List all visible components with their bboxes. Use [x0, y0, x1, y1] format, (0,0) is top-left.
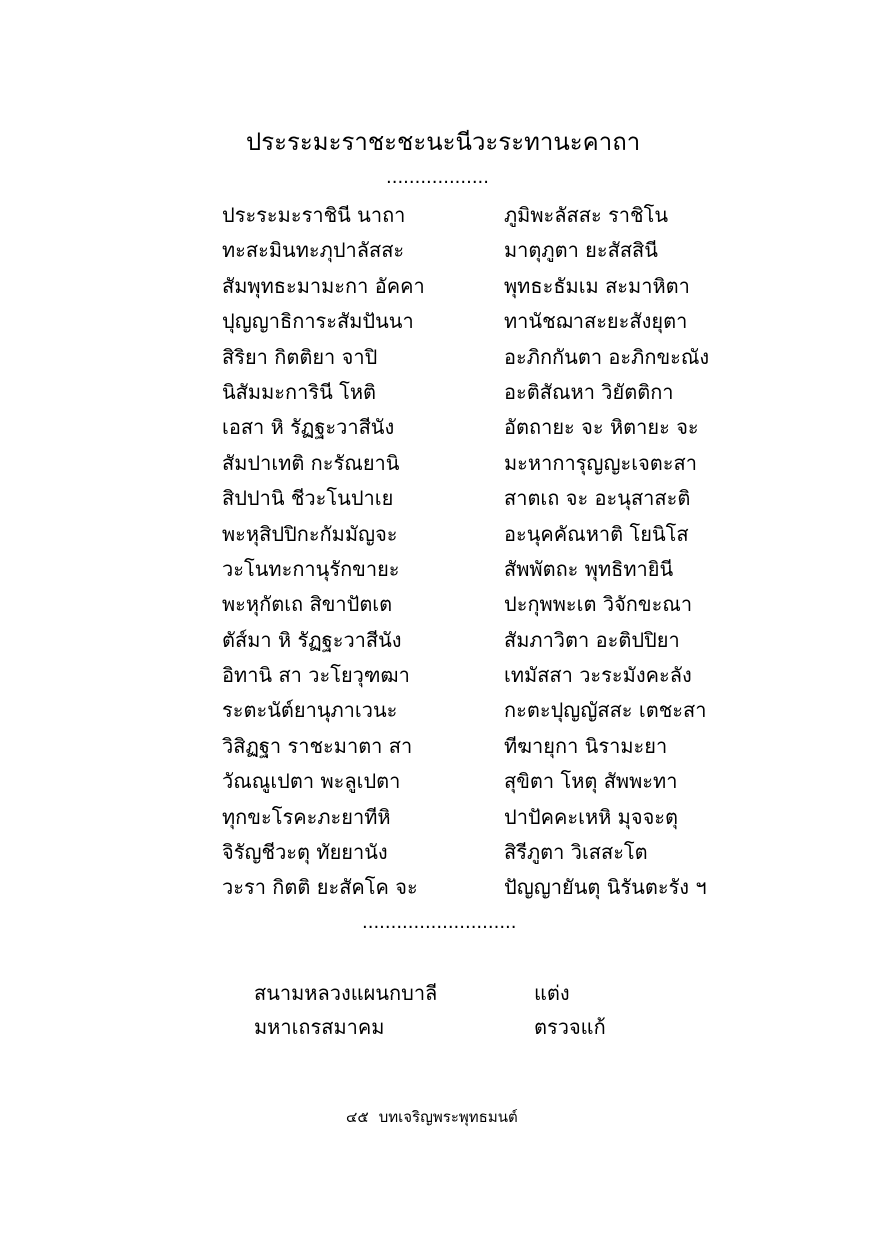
credits: [254, 976, 674, 1044]
verse-left: อิทานิ สา วะโยวุฑฒา: [222, 663, 410, 688]
verse-right: สิรีภูตา วิเสสะโต: [504, 840, 648, 865]
verse-right: อะภิกกันตา อะภิกขะณัง: [504, 344, 710, 369]
verse-right: มาตุภูตา ยะสัสสินี: [504, 238, 658, 263]
verse-right: ปัญญายันตุ นิรันตะรัง ฯ: [504, 875, 707, 900]
verse-row: [222, 446, 842, 481]
credit-author: สนามหลวงแผนกบาลี: [254, 981, 438, 1005]
verse-right: ปะกุพพะเต วิจักขะณา: [504, 592, 693, 617]
verse-right: พุทธะธัมเม สะมาหิตา: [504, 273, 690, 298]
verse-row: [222, 835, 842, 870]
verse-row: [222, 340, 842, 375]
verse-right: สุขิตา โหตุ สัพพะทา: [504, 769, 678, 794]
verse-right: กะตะปุญญัสสะ เตชะสา: [504, 698, 707, 723]
verse-row: [222, 587, 842, 622]
verse-left: วิสิฏฐา ราชะมาตา สา: [222, 733, 413, 758]
verse-left: จิรัญชีวะตุ ทัยยานัง: [222, 840, 388, 865]
verse-row: [222, 517, 842, 552]
credit-row: [254, 976, 674, 1010]
verse-row: [222, 233, 842, 268]
verse-right: อัตถายะ จะ หิตายะ จะ: [504, 415, 699, 440]
verse-row: [222, 764, 842, 799]
verse-left: วัณณูเปตา พะลูเปตา: [222, 769, 401, 794]
verse-left: วะโนทะกานุรักขายะ: [222, 556, 400, 581]
credit-role: ตรวจแก้: [534, 1015, 606, 1039]
verse-left: ปุญญาธิการะสัมปันนา: [222, 309, 414, 334]
verse-left: ทะสะมินทะภุปาลัสสะ: [222, 238, 405, 263]
verse-left: ตัส์มา หิ รัฏฐะวาสีนัง: [222, 627, 402, 652]
verse-left: พะหุสิปปิกะกัมมัญจะ: [222, 521, 398, 546]
verse-left: เอสา หิ รัฏฐะวาสีนัง: [222, 415, 395, 440]
verse-right: เทมัสสา วะระมังคะลัง: [504, 663, 692, 688]
book-title: บทเจริญพระพุทธมนต์: [378, 1108, 518, 1126]
verse-right: สาตเถ จะ อะนุสาสะติ: [504, 486, 691, 511]
verse-right: สัพพัตถะ พุทธิทายินี: [504, 556, 674, 581]
verse-left: นิสัมมะการินี โหติ: [222, 379, 377, 404]
page-number: ๔๕: [346, 1108, 369, 1126]
verse-row: [222, 375, 842, 410]
verse-row: [222, 198, 842, 233]
separator-top: ..................: [386, 167, 489, 188]
verse-right: ทานัชฌาสะยะสังยุตา: [504, 309, 688, 334]
page-title: ประระมะราชะชะนะนีวะระทานะคาถา: [246, 128, 641, 156]
verse-row: [222, 410, 842, 445]
verse-row: [222, 729, 842, 764]
verse-row: [222, 304, 842, 339]
verse-row: [222, 870, 842, 905]
verse-left: สิริยา กิตติยา จาปิ: [222, 344, 378, 369]
credit-role: แต่ง: [534, 981, 570, 1005]
verse-left: วะรา กิตติ ยะสัคโค จะ: [222, 875, 418, 900]
verse-row: [222, 693, 842, 728]
verse-right: ทีฆายุกา นิรามะยา: [504, 733, 668, 758]
verse-right: อะนุคคัณหาติ โยนิโส: [504, 521, 689, 546]
separator-bottom: ...........................: [362, 912, 517, 933]
verse-row: [222, 481, 842, 516]
verse-list: [222, 198, 842, 906]
verse-row: [222, 552, 842, 587]
verse-left: สัมปาเทติ กะรัณยานิ: [222, 450, 400, 475]
verse-left: ระตะนัต์ยานุภาเวนะ: [222, 698, 398, 723]
page-footer: [346, 1104, 518, 1130]
verse-left: ประระมะราชินี นาถา: [222, 203, 406, 227]
verse-right: ภูมิพะลัสสะ ราชิโน: [504, 203, 669, 227]
verse-right: มะหาการุญญะเจตะสา: [504, 450, 697, 475]
verse-row: [222, 269, 842, 304]
verse-right: อะติสัณหา วิยัตติกา: [504, 379, 674, 404]
verse-right: สัมภาวิตา อะติปปิยา: [504, 627, 680, 652]
verse-left: ทุกขะโรคะภะยาทีหิ: [222, 804, 391, 829]
verse-left: พะหุกัตเถ สิขาปัตเต: [222, 592, 393, 617]
credit-author: มหาเถรสมาคม: [254, 1015, 385, 1039]
verse-row: [222, 658, 842, 693]
verse-left: สิปปานิ ชีวะโนปาเย: [222, 486, 394, 511]
verse-row: [222, 800, 842, 835]
verse-left: สัมพุทธะมามะกา อัคคา: [222, 273, 425, 298]
verse-right: ปาปัคคะเหหิ มุจจะตุ: [504, 804, 679, 829]
verse-row: [222, 623, 842, 658]
credit-row: [254, 1010, 674, 1044]
